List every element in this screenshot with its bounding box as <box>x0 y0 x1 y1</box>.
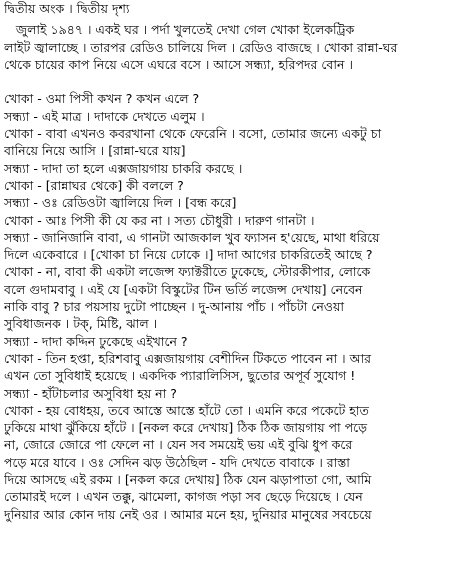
intro-line: জুলাই ১৯৪৭ । একই ঘর । পর্দা খুলতেই দেখা গেল খোকা ইলেকট্রিক <box>4 22 355 38</box>
dialogue-line: দিয়ে আসছে এই রকম । [নকল করে দেখায়] ঠিক যেন ঝড়াপাতা গো, আমি <box>4 472 372 488</box>
intro-line: লাইট জ্বালাচ্ছে । তারপর রেডিও চালিয়ে দিল । রেডিও বাজছে । খোকা রান্না-ঘর <box>4 39 398 55</box>
paragraph-gap <box>4 73 453 90</box>
dialogue-line: খোকা - [রান্নাঘর থেকে] কী বললে ? <box>4 177 184 193</box>
dialogue-line: বানিয়ে নিয়ে আসি । [রান্না-ঘরে যায়] <box>4 143 186 159</box>
dialogue-line: না, জোরে জোরে পা ফেলে না । যেন সব সময়েই ভয় এই বুঝি ধুপ করে <box>4 437 353 453</box>
scene-heading: দ্বিতীয় অংক । দ্বিতীয় দৃশ্য <box>4 1 130 16</box>
dialogue-line: নাকি বাবু ? চার পয়সায় দুটো পাচ্ছেন । দু-আনায় পাঁচ । পাঁচটা নেওয়া <box>4 299 344 315</box>
stage-directions <box>4 21 453 73</box>
dialogue-block <box>4 90 453 522</box>
document-page <box>4 0 453 523</box>
dialogue-line: খোকা - আঃ পিসী কী যে কর না । সত্য চৌধুরী । দারুণ গানটা । <box>4 212 315 228</box>
dialogue-line: খোকা - তিন হপ্তা, হরিশবাবু এক্সজায়গায় বেশীদিন টিকতে পাবেন না । আর <box>4 350 372 366</box>
dialogue-line: সন্ধ্যা - জানিজানি বাবা, এ গানটা আজকাল খুব ফ্যাসন হ'য়েছে, মাথা ধরিয়ে <box>4 229 380 245</box>
dialogue-line: খোকা - ওমা পিসী কখন ? কখন এলে ? <box>4 91 200 107</box>
dialogue-line: পড়ে মরে যাবে । ওঃ সেদিন ঝড় উঠেছিল - যদি দেখতে বাবাকে । রাস্তা <box>4 454 350 470</box>
dialogue-line: খোকা - হয় বোধহয়, তবে আস্তে আস্তে হাঁটে তো । এমনি করে পকেটে হাত <box>4 402 369 418</box>
intro-line: থেকে চায়ের কাপ নিয়ে এসে এঘরে বসে । আসে সন্ধ্যা, হরিপদর বোন । <box>4 56 353 72</box>
dialogue-line: সন্ধ্যা - দাদা কদ্দিন ঢুকেছে এইখানে ? <box>4 333 188 349</box>
dialogue-line: তোমারই দলে । এখন তক্কু, ঝামেলা, কাগজ পড়া সব ছেড়ে দিয়েছে । যেন <box>4 489 363 505</box>
dialogue-line: সন্ধ্যা - এই মাত্র । দাদাকে দেখতে এলুম । <box>4 108 205 124</box>
dialogue-line: সন্ধ্যা - দাদা তা হলে এক্সজায়গায় চাকরি করছে । <box>4 160 243 176</box>
dialogue-line: খোকা - বাবা এখনও কবরখানা থেকে ফেরেনি । বসো, তোমার জন্যে একটু চা <box>4 126 382 142</box>
dialogue-line: সন্ধ্যা - হাঁটাচলার অসুবিধা হয় না ? <box>4 385 177 401</box>
dialogue-line: ঢুকিয়ে মাথা ঝুঁকিয়ে হাঁটে । [নকল করে দেখায়] ঠিক ঠিক জায়গায় পা পড়ে <box>4 420 368 436</box>
dialogue-line: দুনিয়ার আর কোন দায় নেই ওর । আমার মনে হয়, দুনিয়ার মানুষের সবচেয়ে <box>4 506 372 522</box>
dialogue-line: দিলে একেবারে । [খোকা চা নিয়ে ঢোকে ।] দাদা আগের চাকরিতেই আছে ? <box>4 247 373 263</box>
dialogue-line: খোকা - না, বাবা কী একটা লজেন্স ফ্যাক্টরীতে ঢুকেছে, স্টোরকীপার, লোকে <box>4 264 371 280</box>
dialogue-line: বলে গুদামবাবু । এই যে [একটা বিস্কুটের টিন ভর্তি লজেন্স দেখায়] নেবেন <box>4 281 363 297</box>
dialogue-line: এখন তো সুবিধাই হয়েছে । একদিক প্যারালিসিস, ছুতোর অপূর্ব সুযোগ ! <box>4 368 356 384</box>
dialogue-line: সুবিধাজনক । টক্, মিষ্টি, ঝাল । <box>4 316 158 332</box>
dialogue-line: সন্ধ্যা - ওঃ রেডিওটা জ্বালিয়ে দিল । [বন্ধ করে] <box>4 195 237 211</box>
